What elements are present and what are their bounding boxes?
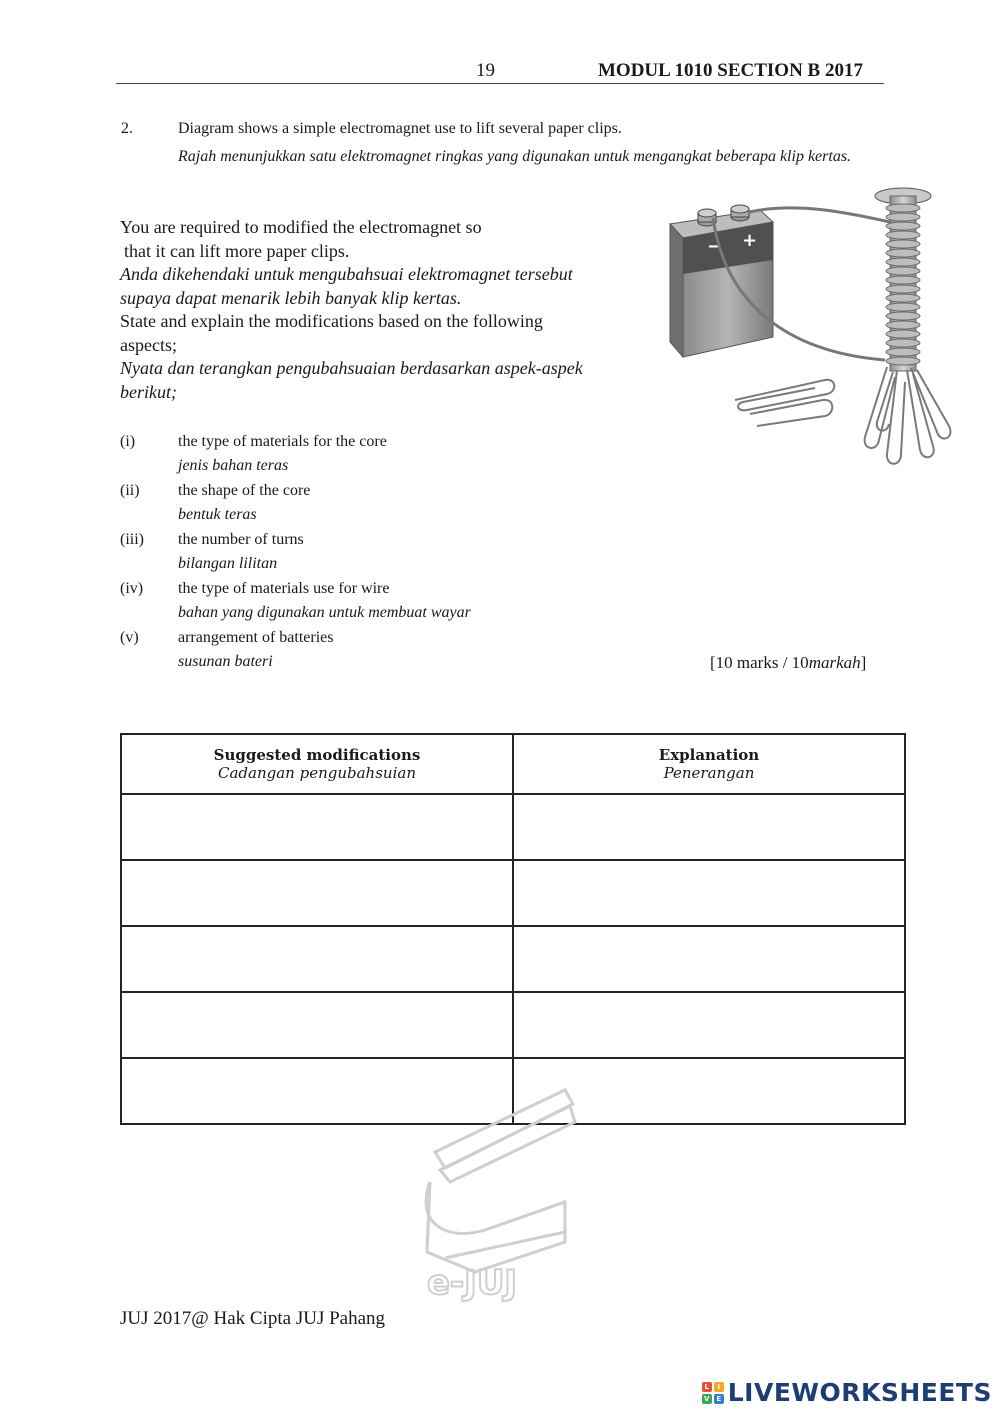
coil-turn: [886, 213, 920, 221]
coil-turn: [886, 267, 920, 275]
ejuj-watermark-logo: [415, 1082, 585, 1302]
aspect-number: (iv): [120, 580, 144, 597]
aspect-ms: bilangan lilitan: [178, 555, 278, 572]
aspect-number: (iii): [120, 531, 144, 548]
column-header-modifications-ms: Cadangan pengubahsuian: [218, 764, 416, 782]
coil-turn: [886, 258, 920, 266]
marks-label: [710, 653, 866, 673]
coil-turn: [886, 204, 920, 212]
state-ms-line-1: Nyata dan terangkan pengubahsuaian berdasarkan aspek-aspek: [120, 358, 583, 378]
answer-cell-explanation[interactable]: [513, 860, 905, 926]
battery-minus-label: −: [707, 236, 723, 257]
brand-tile: V: [702, 1394, 712, 1404]
aspect-item: [120, 482, 900, 531]
coil-turn: [886, 294, 920, 302]
column-header-explanation-en: Explanation: [658, 746, 760, 764]
aspect-en: the shape of the core: [178, 482, 311, 499]
liveworksheets-wordmark: LIVEWORKSHEETS: [727, 1378, 992, 1407]
aspect-number: (v): [120, 629, 139, 646]
aspect-item: [120, 531, 900, 580]
battery-icon: [670, 205, 773, 357]
coil-turn: [886, 240, 920, 248]
column-header-explanation-ms: Penerangan: [663, 764, 755, 782]
table-row: [121, 860, 905, 926]
state-en-line-2: aspects;: [120, 334, 177, 355]
answer-cell-modification[interactable]: [121, 926, 513, 992]
brand-tile: E: [714, 1394, 724, 1404]
aspect-en: arrangement of batteries: [178, 629, 334, 646]
aspect-en: the type of materials use for wire: [178, 580, 390, 597]
marks-prefix: [10 marks / 10: [710, 653, 809, 672]
electromagnet-diagram: [665, 182, 955, 472]
coil-turn: [886, 321, 920, 329]
aspect-item: [120, 580, 900, 629]
coil-turn: [886, 231, 920, 239]
task-ms-line-2: supaya dapat menarik lebih banyak klip kertas.: [120, 287, 462, 308]
watermark-text: e-JUJ: [427, 1263, 518, 1302]
table-row: [121, 992, 905, 1058]
table-row: [121, 794, 905, 860]
task-en-line-2: that it can lift more paper clips.: [124, 240, 350, 261]
table-header-row: [121, 734, 905, 794]
question-number: 2.: [121, 120, 133, 137]
coil-turn: [886, 222, 920, 230]
aspect-ms: bahan yang digunakan untuk membuat wayar: [178, 604, 471, 621]
marks-italic: markah: [808, 653, 861, 672]
coil-turn: [886, 312, 920, 320]
answer-cell-explanation[interactable]: [513, 992, 905, 1058]
coil-turn: [886, 276, 920, 284]
page-number: 19: [476, 60, 495, 81]
brand-tile: L: [702, 1382, 712, 1392]
question-intro-ms: Rajah menunjukkan satu elektromagnet ringkas yang digunakan untuk mengangkat beberapa klip kertas.: [178, 148, 852, 165]
column-header-explanation: [513, 734, 905, 794]
coil-turn: [886, 348, 920, 356]
marks-suffix: ]: [860, 653, 867, 672]
liveworksheets-tiles-icon: [702, 1382, 724, 1404]
aspects-list: [120, 433, 900, 678]
aspect-ms: jenis bahan teras: [178, 457, 289, 474]
coil-turn: [886, 285, 920, 293]
loose-paper-clips: [735, 380, 834, 426]
task-en-line-1: You are required to modified the electromagnet so: [120, 217, 482, 237]
aspect-item: [120, 433, 900, 482]
task-ms-line-1: Anda dikehendaki untuk mengubahsuai elektromagnet tersebut: [120, 264, 573, 284]
answer-cell-modification[interactable]: [121, 992, 513, 1058]
aspect-number: (i): [120, 433, 136, 450]
aspect-ms: susunan bateri: [178, 653, 273, 670]
column-header-modifications: [121, 734, 513, 794]
aspect-en: the number of turns: [178, 531, 304, 548]
answer-cell-explanation[interactable]: [513, 926, 905, 992]
question-intro-en: Diagram shows a simple electromagnet use to lift several paper clips.: [178, 120, 622, 137]
coil-turn: [886, 303, 920, 311]
coil-turn: [886, 249, 920, 257]
header-title: MODUL 1010 SECTION B 2017: [598, 60, 863, 81]
state-en-line-1: State and explain the modifications based on the following: [120, 311, 543, 331]
footer-copyright: JUJ 2017@ Hak Cipta JUJ Pahang: [120, 1308, 386, 1329]
coil-turn: [886, 357, 920, 365]
coil-turn: [886, 339, 920, 347]
iron-core-coil: [875, 188, 931, 371]
brand-tile: I: [714, 1382, 724, 1392]
aspect-number: (ii): [120, 482, 140, 499]
state-ms-line-2: berikut;: [120, 381, 177, 402]
aspect-ms: bentuk teras: [178, 506, 257, 523]
table-row: [121, 926, 905, 992]
header-divider: [116, 83, 884, 84]
liveworksheets-logo[interactable]: [702, 1378, 992, 1407]
aspect-en: the type of materials for the core: [178, 433, 387, 450]
answer-cell-modification[interactable]: [121, 794, 513, 860]
answer-cell-explanation[interactable]: [513, 794, 905, 860]
battery-plus-label: +: [742, 230, 758, 251]
answer-cell-modification[interactable]: [121, 860, 513, 926]
column-header-modifications-en: Suggested modifications: [213, 746, 421, 764]
answer-table: [120, 733, 906, 1125]
task-text: [120, 216, 650, 404]
coil-turn: [886, 330, 920, 338]
